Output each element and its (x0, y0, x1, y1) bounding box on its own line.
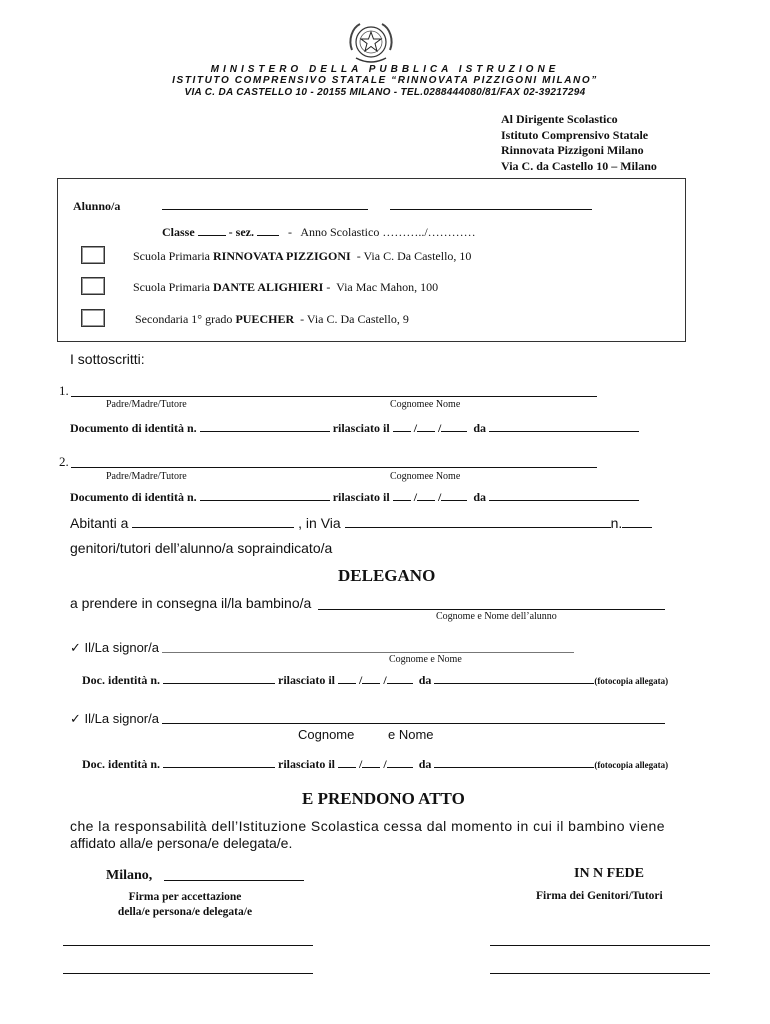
street-number-field[interactable] (622, 526, 652, 528)
delegate-2-name-line[interactable] (162, 723, 665, 724)
delegate-2-row: ✓ Il/La signor/a (70, 711, 159, 726)
date-month-field[interactable] (362, 766, 380, 768)
padre-label: Padre/Madre/Tutore (106, 399, 187, 410)
date-month-field[interactable] (417, 430, 435, 432)
delegate-signature-line-2[interactable] (63, 973, 313, 974)
doc-number-field[interactable] (200, 430, 330, 432)
issuer-field[interactable] (434, 766, 594, 768)
doc-number-field[interactable] (200, 499, 330, 501)
header-institute: ISTITUTO COMPRENSIVO STATALE “RINNOVATA PIZZIGONI MILANO” (172, 75, 598, 86)
cognome-label: Cognomee Nome (390, 399, 461, 410)
person-2-number: 2. (59, 454, 69, 469)
anno-label: Anno Scolastico ………../………… (300, 225, 476, 239)
prendere-text: a prendere in consegna il/la bambino/a (70, 595, 312, 611)
alunno-label: Alunno/a (73, 199, 121, 213)
cognome-label: Cognomee Nome (390, 471, 461, 482)
sez-field[interactable] (257, 234, 279, 236)
issuer-field[interactable] (489, 499, 639, 501)
child-name-line[interactable] (318, 609, 665, 610)
fede-label: IN N FEDE (574, 866, 645, 881)
option-checkbox[interactable] (81, 246, 105, 264)
delegano-heading: DELEGANO (338, 566, 436, 585)
header-address: VIA C. DA CASTELLO 10 - 20155 MILANO - TEL.0288444080/81/FAX 02-39217294 (184, 87, 586, 98)
firma-accettazione-label: Firma per accettazione della/e persona/e delegata/e (117, 891, 253, 918)
sez-label: - sez. (228, 225, 254, 239)
recipient-line: Istituto Comprensivo Statale (501, 127, 649, 142)
recipient-block (501, 112, 657, 174)
date-line[interactable] (164, 880, 304, 881)
doc-number-field[interactable] (163, 766, 275, 768)
option-label: Scuola Primaria DANTE ALIGHIERI - Via Mac Mahon, 100 (133, 280, 439, 294)
person-1-number: 1. (59, 383, 69, 398)
person-1-name-line[interactable] (71, 396, 597, 397)
parent-signature-line-2[interactable] (490, 973, 710, 974)
date-day-field[interactable] (338, 766, 356, 768)
classe-row (162, 225, 476, 240)
affidato-text: affidato alla/e persona/e delegata/e. (70, 835, 293, 851)
responsabilita-text: che la responsabilità dell’Istituzione Scolastica cessa dal momento in cui il bambino viene (70, 818, 666, 834)
date-year-field[interactable] (441, 430, 467, 432)
date-month-field[interactable] (362, 682, 380, 684)
delegate-1-row: ✓ Il/La signor/a (70, 640, 159, 655)
recipient-line: Via C. da Castello 10 – Milano (501, 158, 657, 173)
abitanti-row: Abitanti a , in Via n. (70, 515, 652, 531)
street-field[interactable] (345, 526, 611, 528)
nome-label-large: e Nome (388, 727, 434, 742)
recipient-line: Rinnovata Pizzigoni Milano (501, 143, 644, 157)
cognome-nome-label: Cognome e Nome (389, 654, 462, 665)
date-year-field[interactable] (387, 682, 413, 684)
emblem-logo (346, 20, 396, 66)
delegate-2-doc-row: Doc. identità n. rilasciato il / / da (fotocopia allegata) (82, 757, 669, 771)
check-icon: ✓ (70, 711, 81, 726)
delegate-1-name-line[interactable] (162, 652, 574, 653)
student-box (57, 178, 686, 342)
delegate-1-doc-row: Doc. identità n. rilasciato il / / da (fotocopia allegata) (82, 673, 669, 687)
person-2-name-line[interactable] (71, 467, 597, 468)
doc-number-field[interactable] (163, 682, 275, 684)
option-checkbox[interactable] (81, 277, 105, 295)
check-icon: ✓ (70, 640, 81, 655)
prendono-heading: E PRENDONO ATTO (302, 789, 465, 808)
cognome-label-large: Cognome (298, 727, 355, 742)
parent-signature-line-1[interactable] (490, 945, 710, 946)
date-year-field[interactable] (387, 766, 413, 768)
anno-dash: - (288, 225, 292, 239)
sottoscritti-label: I sottoscritti: (70, 351, 145, 367)
date-day-field[interactable] (338, 682, 356, 684)
city-field[interactable] (132, 526, 294, 528)
option-label: Scuola Primaria RINNOVATA PIZZIGONI - Via C. Da Castello, 10 (133, 249, 472, 263)
alunno-line-1[interactable] (162, 209, 368, 210)
cognome-alunno-label: Cognome e Nome dell’alunno (436, 611, 557, 622)
issuer-field[interactable] (489, 430, 639, 432)
date-day-field[interactable] (393, 499, 411, 501)
firma-genitori-label: Firma dei Genitori/Tutori (536, 890, 663, 902)
alunno-line-2[interactable] (390, 209, 592, 210)
classe-label: Classe (162, 225, 195, 239)
doc-row-1: Documento di identità n. rilasciato il / / da (70, 421, 639, 436)
date-day-field[interactable] (393, 430, 411, 432)
delegate-signature-line-1[interactable] (63, 945, 313, 946)
option-label: Secondaria 1° grado PUECHER - Via C. Da Castello, 9 (135, 312, 409, 326)
milano-label: Milano, (106, 868, 153, 883)
option-checkbox[interactable] (81, 309, 105, 327)
date-year-field[interactable] (441, 499, 467, 501)
header-ministry: MINISTERO DELLA PUBBLICA ISTRUZIONE (210, 64, 560, 75)
genitori-text: genitori/tutori dell’alunno/a sopraindicato/a (70, 540, 333, 556)
issuer-field[interactable] (434, 682, 594, 684)
date-month-field[interactable] (417, 499, 435, 501)
classe-field[interactable] (198, 234, 226, 236)
doc-row-2: Documento di identità n. rilasciato il / / da (70, 490, 639, 505)
recipient-line: Al Dirigente Scolastico (501, 112, 618, 126)
padre-label: Padre/Madre/Tutore (106, 471, 187, 482)
